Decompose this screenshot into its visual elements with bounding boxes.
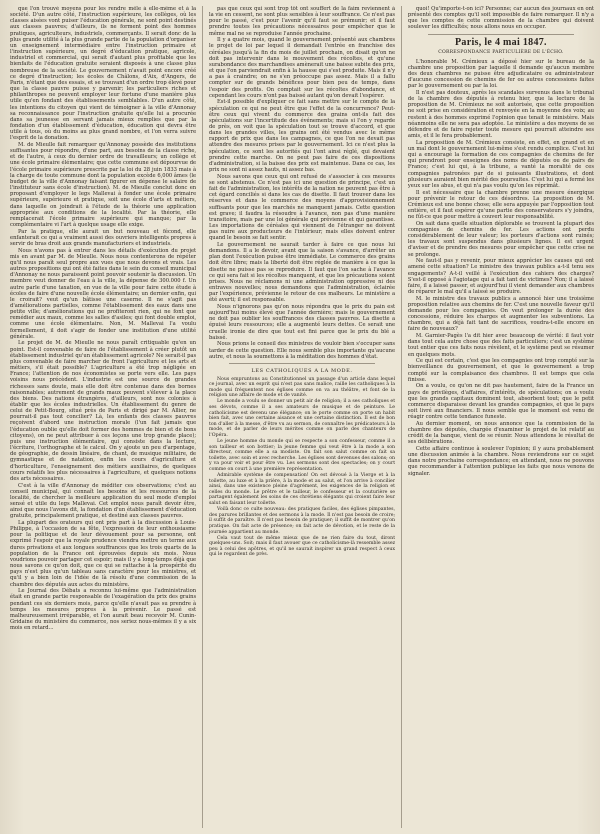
paragraph: Nous savons que ceux qui ont refusé de s'associer à ces mesures se sont abstenus. Ce n'est pas ici une question de principe, c'est un fait de l'administration, les intérêts de la nation ne peuvent pas être à cet égard conciliés si dans les cas de disette. Il faut trouver dans les réserves et dans le commerce des moyens d'approvisionnement suffisants pour que les marchés ne manquent jamais. Cette question est grave; il faudra la résoudre à l'avance, non pas d'une manière transitoire, mais par une loi générale qui prévienne et qui garantisse. Les importations de céréales qui viennent de l'étranger ne doivent pas nuire aux producteurs de l'intérieur; mais elles doivent entrer quand le besoin se fait sentir. [208, 173, 396, 242]
paragraph: Au dernier moment, on nous annonce que la commission de la chambre des députés, chargée d'examiner le projet de loi relatif au crédit de la banque, vient de se réunir. Nous attendons le résultat de ses délibérations. [407, 420, 595, 446]
column-2 [209, 6, 395, 828]
paragraph: M. Garnier-Pagès l'a dit hier avec beaucoup de vérité: il faut voir dans tout cela autre chose que des faits particuliers; c'est un système tout entier que ces faits nous révèlent, et le système peut se résumer en quelques mots. [407, 333, 595, 358]
paragraph: Il est nécessaire que la chambre prenne une mesure énergique pour prévenir le retour de ces désordres. La proposition de M. Crémieux est une bonne chose; elle sera appuyée par l'opposition tout entière, et il faut espérer qu'une partie des conservateurs s'y joindra, ne fût-ce que pour mettre à couvert leur responsabilité. [407, 189, 595, 221]
column-2-article [209, 6, 395, 360]
paragraph: Par la pratique, elle aurait un but nouveau et fécond, elle enfanterait ce qui a vraiment aussi des ouvriers intelligents propres à servir de bras droit aux grands manufacturiers et industriels. [10, 228, 197, 247]
section-title: LES CATHOLIQUES A LA MODE. [251, 367, 353, 374]
paragraph: Voilà donc ce culte nouveau: des pratiques faciles, des églises pimpantes, des parures brillantes et des sermons à la mode. Il n'est pas besoin de croire; il suffit de paraître. Il n'est pas besoin de pratiquer; il suffit de montrer qu'on pratique. On fait acte de présence; on fait acte de dévotion, et le reste de la journée appartient au monde. [208, 507, 396, 535]
top-paragraph: quoi! Qu'importe-t-on ici? Personne; car aucun des journaux en ont présenté des comptes qu'il soit impossible de faire remarquer. Il n'y a que les comptes de cette commission de la chambre qui doivent soulever les difficultés; nous allons nous en occuper. [407, 6, 595, 31]
paragraph: La plupart des orateurs qui ont pris part à la discussion à Louis-Philippe, à l'occasion de sa fête, l'expression de leur enthousiasme pour la politique et de leur dévouement pour sa personne, ont exprimé l'espoir que la royale prudence viendra mettre un terme aux dures privations et aux longues souffrances que les trois quarts de la population de la France ont éprouvées depuis six mois. Nous voudrions pouvoir partager cet espoir; mais il y a long-temps déjà que nous savons ce qu'on doit, que ce qui se rattache à la prospérité du pays n'est plus qu'un tableau sans caractère pour les ministres, et qu'il y a bien loin de l'idée de là résolu d'une commission de la chambre des députés aux actes du ministère. [10, 519, 197, 588]
paragraph: On sait dans quelle situation déplorable se trouvent la plupart des compagnies de chemins de fer. Les actions ont perdu considérablement de leur valeur; les porteurs d'actions sont ruinés; les travaux sont suspendus dans plusieurs lignes. Il est urgent d'aviser et de prendre des mesures pour empêcher que cette crise ne se prolonge. [407, 220, 595, 258]
paragraph: M. le ministre des travaux publics a annoncé hier une troisième proposition relative aux chemins de fer. C'est une nouvelle faveur qu'il demande pour les compagnies. On veut prolonger la durée des concessions, réduire les charges et augmenter les subventions. La chambre, qui a déjà fait tant de sacrifices, voudra-t-elle encore en faire de nouveaux? [407, 295, 595, 333]
paragraph: Il n'est pas douteux, après les scandales survenus dans le tribunal de la chambre des députés à retenu hier, que la lecture de la proposition de M. Crémieux ne soit autorisée, que cette proposition ne soit prise en considération et renvoyée en la moyenne des voix; au restent à des hommes exprimé l'opinion que tenait le ministère. Mais néanmoins elle ne sera pas adoptée. Le ministère a des moyens de se défendre et de faire rejeter toute mesure qui pourrait atteindre ses amis, et il le fera probablement. [407, 90, 595, 140]
paragraph: M. de Mieulle fait remarquer qu'Annonay possède des institutions suffisantes pour répondre, d'une part, aux besoins de la classe riche, et de l'autre, à ceux du dernier ordre de travailleurs; un collège et une école primaire élémentaire; que cette commune est dépourvue de l'école primaire supérieure prescrite par la loi du 28 juin 1833 mais à la charge de toute commune dont la population excède 6,000 âmes (le budget de la ville d'Annonay faisant figurer en dépense le salaire de l'instituteur sans école d'instruction). M. de Mieulle conclut donc en proposant d'employer le legs Mallevai à fonder une école primaire supérieure, supérieure et pratique, soit une école d'arts et métiers, dans laquelle on joindrait à l'étude de la théorie une application appropriée aux conditions de la localité. Par la théorie, elle remplacerait l'école primaire supérieure qui manque; par la complémentaire vi l'art à quelque usage elle exige. [10, 141, 197, 228]
section-separator [229, 363, 375, 364]
paragraph: Nous prions le conseil des ministres de vouloir bien s'occuper sans tarder de cette question. Elle nous semble plus importante qu'aucune autre, et nous la soumettons à la méditation des hommes d'état. [208, 341, 396, 360]
dateline-separator [428, 34, 574, 35]
column-1 [10, 6, 196, 828]
paragraph: On a voulu, ce qu'on ne dit pas hautement, faire de la France un pays de privilèges, d'affaires, d'intérêts, de spéculations; on a voulu que les grands capitaux dominent tout, absorbent tout; que le petit commerce disparaisse devant les grandes compagnies, et que le pays soit livré aux financiers. Il nous semble que le moment est venu de réagir contre cette tendance funeste. [407, 383, 595, 421]
paragraph: pas que ceux qui sont trop tôt ont souffert de la faim reviennent à la vie en cessent, ne sont plus sensibles à leur souffrance. Ce n'est pas pour le passé, c'est pour l'avenir qu'il faut se prémunir; et il faut prendre toutes les précautions nécessaires pour empêcher que le même mal ne se reproduise l'année prochaine. [208, 6, 396, 37]
columns-container [10, 6, 594, 828]
paragraph: Nous n'avons pas à entrer dans les détails d'exécution du projet mis en avant par M. de Mieulle. Nous nous contenterons de répéter qu'il nous paraît seul propre aux vues que nous devons et vrais. Les autres propositions qui ont été faites dans le sein du conseil municipal d'Annonay ne nous paraissent point pouvoir soutenir la discussion. Un membre veut donner de l'eau à la ville, la dépense de 300.000 f. Un autre parle d'une taxation, en vue de la ville pour faire cette étude à écoles de faire d'une nouvelle école élémentaire; un dernier enfin, qui le croirait? veut qu'un bâtisse une caserne. Il ne s'agit pas d'améliorations partielles, comme l'établissement des eaux dans une petite ville; d'améliorations qui ne profiteront rien, qui ne font que remédier aux maux, comme les salles d'asiles; qui font double emploi, comme une école élémentaire. Non, M. Mallevai l'a voulu formellement, il doit s'agir de fonder une institution d'une utilité générale. [10, 247, 197, 340]
column-3 [408, 6, 594, 828]
column-rule-1 [202, 6, 203, 828]
column-3-article [408, 59, 594, 477]
paragraph: Cela vaut tout de même mieux que de ne rien faire du tout, diront quelques-uns. Soit; mais il faut avouer que ce catholicisme-là ressemble assez peu à celui des apôtres, et qu'il ne saurait inspirer un grand respect à ceux qui le regardent de près. [208, 535, 396, 558]
paragraph: La proposition de M. Crémieux consiste, en effet, en grand et en un mal dont le gouvernement lui-même s'est rendu complice. C'est lui qui a encouragé la formation de ces compagnies de chemins de fer qui prendront pour enseignes des noms de députés ou de pairs de France; c'est lui qui, à la tribune, a vanté la moralité de ces compagnies patronées par de si puissants illustrations, et dont plusieurs auraient bien mérité des poursuites. C'est lui qui a fermé les yeux sur les abus, et qui n'a pas voulu qu'on les réprimât. [407, 139, 595, 189]
paragraph: L'honorable M. Crémieux a déposé hier sur le bureau de la chambre une proposition par laquelle il demande qu'aucun membre des deux chambres ne puisse être adjudicataire ou administrateur d'aucune concession de chemins de fer ou autres concessions faites par le gouvernement ou par la loi. [407, 58, 595, 90]
paragraph: Est-il possible d'expliquer ce fait sans mettre sur le compte de la spéculation ce qui ne peut être que l'effet de la concurrence? Peut-être ceux qui vivent du commerce des grains ont-ils fait des spéculations sur l'incertitude des événements; mais si l'on y regarde de près, on voit que la spéculation tout se trouve d'accord, et que dans les grandes villes, les grains ont été vendus avec le même rapport de prix que dans les campagnes, ce que l'on ne devait pas attendre des mesures prises par le gouvernement. Ici ce n'est plus la spéculation, ce sont les autorités qui l'ont ainsi réglé, qui devaient prendre cette marche. On ne peut pas faire de ces dispositions d'administration, si la baisse des prix est maintenue. Dans ce cas, les prix ne sont ni assez hauts, ni assez bas. [208, 99, 396, 174]
correspondence-subhead: CORRESPONDANCE PARTICULIÈRE DE L'ÉCHO. [438, 50, 564, 56]
paragraph: C'est à la ville d'Annonay de méditer ces observations; c'est au conseil municipal, qui connaît les besoins et les ressources de la localité, de chercher la meilleure application du seul mode d'emploi sensé et utile du legs Mallevai. Cet emploi nous paraît devoir être, ainsi que nous l'avons dit, la fondation d'un établissement d'éducation gratuite, principalement pratique, et destiné aux classes pauvres. [10, 482, 197, 520]
paragraph: Nous empruntons au Constitutionnel un passage d'un article dans lequel ce journal, avec un esprit qui n'est pas sans malice, raille les catholiques à la mode qui fréquentent nos églises comme on va au théâtre, et font de la religion une affaire de mode et de vanité. [208, 376, 396, 399]
paragraph: Ne faut-il pas y revenir, pour mieux apprécier les causes qui ont amené cette situation? Le ministre des travaux publics a-t-il tenu ses engagements? A-t-il veillé à l'exécution des cahiers des charges? S'est-il opposé à l'agiotage qui a fait tant de victimes? Non; il a laissé faire, il a laissé passer, et aujourd'hui il vient demander aux chambres de réparer le mal qu'il a laissé se produire. [407, 258, 595, 295]
paragraph: Le Journal des Débats a reconnu lui-même que l'administration était en grande partie responsable de l'exagération du prix des grains pendant ces six derniers mois, parce qu'elle n'avait pas su prendre à temps les mesures propres à la prévenir. Le passé est malheureusement irréparable, et l'on aurait beau recevoir M. Cunin-Gridaine du ministère du commerce, nos seriez nous-mêmes il y a six mois en retard... [10, 588, 197, 632]
paragraph: Le monde a voulu se donner un petit air de religion; il a ses catholiques et ses dévots, comme il a ses amateurs de musique et de peinture. Le catholicisme est devenu une élégance; on le porte comme on porte un habit bien fait, avec une certaine aisance et une certaine distinction. Il est de bon ton d'aller à la messe, d'être vu au sermon, de connaître les prédicateurs à la mode, et de parler de leurs mérites comme on parle des chanteurs de l'Opéra. [208, 399, 396, 438]
paragraph: Admirable système de compensation! On est dévoué à la Vierge et à la toilette, au luxe et à la prière, à la mode et au salut, et l'on arrive à concilier ainsi, dans une existence pleine d'agrément, les exigences de la religion et celles du monde. Le prêtre et le tailleur, le confesseur et la couturière se partagent également les soins de ces chrétiens élégants qui croient faire leur salut en faisant leur toilette. [208, 473, 396, 507]
paragraph: Le projet de M. de Mieulle ne nous paraît critiquable qu'en un point. Est-il convenable de faire de l'établissement à créer plutôt un établissement industriel qu'un établissement agricole? Ne serait-il pas plus convenable de faire marcher de front l'agriculture et les arts et métiers, s'il était possible? L'agriculture a été trop négligée en France; l'attention de nos économistes se porte vers elle. Les pays voisins nous précèdent. L'industrie est une source de grandes richesses sans doute, mais elle doit être contenue dans des bornes raisonnables; autrement de grands maux peuvent s'élever à la place des biens. Des nations étrangères, d'ailleurs, sont nos colonies à établir que les écoles industrielles. Un établissement du genre de celui de Petit-Bourg, situé près de Paris et dirigé par M. Allier, ne pourrait-il pas tout concilier? Là, les enfants des classes pauvres reçoivent d'abord une instruction morale (l'un fait jamais que l'éducation oublie qu'elle doit former des hommes de bien et de bons citoyens), on ne peut attribuer à ces leçons une trop grande place); puis une instruction élémentaire, qui consiste dans la lecture, l'écriture, l'orthographe et le calcul. On y ajoute un peu d'arpentage, de géographie, de dessin linéaire, de chant, de musique militaire, de gymnastique et de natation, enfin les cours d'agriculture et d'horticulture, l'enseignement des métiers auxiliaires, de quelques cours relatifs les plus nécessaires à l'agriculture, et quelques notions des arts nécessaires. [10, 340, 197, 482]
section-article [209, 377, 395, 559]
paragraph: Cette affaire continue à soulever l'opinion; il y aura probablement une discussion animée à la chambre. Nous reviendrons sur ce sujet dans notre prochaine correspondance; en attendant, nous ne pouvons que recommander à l'attention publique les faits que nous venons de signaler. [407, 445, 595, 477]
paragraph: Il y a quatre mois, quand le gouvernement présenté aux chambres le projet de loi par lequel il demandait l'entrée en franchise des céréales jusqu'à la fin du mois de juillet prochain, on disait qu'on ne doit pas intervenir dans le mouvement des récoltes, et qu'une surabondance des marchandises amènerait une baisse subite des prix, et que l'on parviendrait enfin à la hausse qui s'est produite. Mais il n'y a pas à craindre; on ne s'en préoccupe pas assez. Mais il a fallu compter sur de grands bénéfices pour bien peu de temps, dans l'espoir des profits. On comptait sur les récoltes d'abondance, et cependant les cours n'ont pas baissé autant qu'on devait l'espérer. [208, 37, 396, 99]
column-rule-2 [401, 6, 402, 828]
paragraph: que l'on trouvé moyens pour les rendre mêle à elle-même et à la société. D'un autre côté, l'instruction supérieure, les collèges, où les classes aisées vont puiser l'éducation générale, ne sont point destinés aux classes pauvres; d'ailleurs, ils ne forment point des hommes pratiques, agriculteurs, industriels, commerçants. Il serait donc de la plus grande utilité à la plus grande partie de la population d'organiser un enseignement intermédiaire entre l'instruction primaire et l'instruction supérieure, un degré d'éducation pratique, agricole, industriel et commercial, qui serait d'autant plus profitable que les bienfaits de l'éducation gratuite seraient disposés à une classe plus nombreuse de la société. Le gouvernement n'avait point encore créé ce degré d'instruction; les écoles de Châlons, d'Aix, d'Angers, de Paris, n'étant que des essais, et se trouvant d'un ordre trop élevé pour que la classe pauvre puisse y parvenir; les particuliers riches et philanthropes ne peuvent employer leur fortune d'une manière plus utile qu'en fondant des établissements semblables. D'un autre côté, les intentions du citoyen qui vient de témoigner à la ville d'Annonay sa reconnaissance pour l'instruction gratuite qu'elle lui a procurée dans sa jeunesse en servant jamais mieux remplies que par la fondation d'un établissement d'éducation, éducation qui devra être utile à tous, où du moins au plus grand nombre, et l'on verra suivre l'esprit de la donation. [10, 6, 197, 142]
paragraph: Ce qui est certain, c'est que les compagnies ont trop compté sur la bienveillance du gouvernement, et que le gouvernement a trop compté sur la complaisance des chambres. Il est temps que cela finisse. [407, 358, 595, 383]
paragraph: Nous n'ignorons pas qu'on nous répondra que le prix du pain est aujourd'hui moins élevé que l'année dernière; mais le gouvernement ne doit pas oublier les souffrances des classes pauvres. La disette a épuisé leurs ressources; elle a augmenté leurs dettes. Ce serait une cruelle ironie de dire que tout est fini parce que le prix du blé a baissé. [208, 304, 396, 341]
dateline: Paris, le 4 mai 1847. [455, 37, 547, 49]
paragraph: Le gouvernement ne saurait tarder à faire ce que nous lui demandons. Il a le devoir, avant que la saison s'avance, d'arrêter un plan dont l'exécution puisse être immédiate. Le commerce des grains doit être libre; mais la liberté doit être réglée de manière à ce que la disette ne puisse pas se reproduire. Il faut que l'on sache à l'avance ce qui sera fait si les récoltes manquent, et que les précautions soient prises. Nous ne réclamons ni une administration oppressive ni des entraves nouvelles; nous demandons que l'administration, éclairée par l'expérience, prévienne le retour de ces malheurs. Le ministère a été averti; il est responsable. [208, 241, 396, 304]
paragraph: Le jeune homme du monde qui se respecte a son confesseur, comme il a son tailleur et son bottier; la jeune femme qui veut être à la mode a son directeur, comme elle a sa modiste. On fait son salut comme on fait sa toilette, avec soin et avec recherche. Les églises sont devenues des salons; on y va pour voir et pour être vu. Les sermons sont des spectacles; on y court comme on court à une première représentation. [208, 439, 396, 472]
